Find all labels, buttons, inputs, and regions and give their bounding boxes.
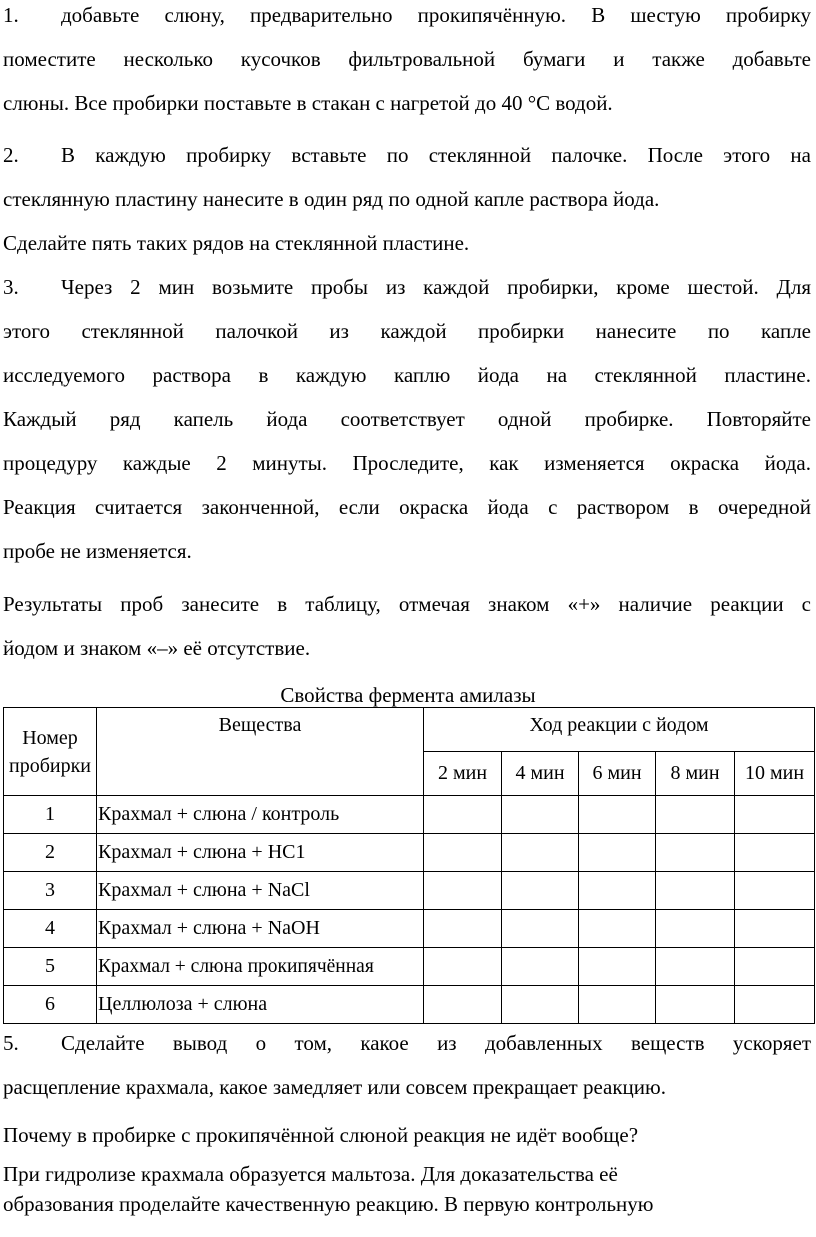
item-number: 2. <box>3 143 19 167</box>
result-cell <box>579 910 656 948</box>
result-cell <box>735 796 815 834</box>
result-cell <box>656 986 735 1024</box>
closing-line-1: При гидролизе крахмала образуется мальтоза. Для доказательства её <box>3 1162 618 1186</box>
paragraph-3-line-4: Каждый ряд капель йода соответствует одной пробирке. Повторяйте <box>3 407 811 431</box>
row-number: 1 <box>4 796 97 834</box>
header-reaction: Ход реакции с йодом <box>424 708 815 752</box>
row-substance: Крахмал + слюна + NaCl <box>97 872 424 910</box>
paragraph-5-line-2: расщепление крахмала, какое замедляет или совсем прекращает реакцию. <box>3 1075 666 1099</box>
result-cell <box>502 948 579 986</box>
result-cell <box>735 834 815 872</box>
result-cell <box>656 872 735 910</box>
question-line: Почему в пробирке с прокипячённой слюной реакция не идёт вообще? <box>3 1123 639 1147</box>
table-row <box>4 834 815 872</box>
result-cell <box>424 948 502 986</box>
row-number: 5 <box>4 948 97 986</box>
result-cell <box>502 986 579 1024</box>
result-cell <box>579 986 656 1024</box>
result-cell <box>579 948 656 986</box>
table-title: Свойства фермента амилазы <box>280 683 536 707</box>
result-cell <box>656 834 735 872</box>
result-cell <box>424 796 502 834</box>
result-cell <box>656 948 735 986</box>
paragraph-1-line-3: слюны. Все пробирки поставьте в стакан с нагретой до 40 °С водой. <box>3 91 613 115</box>
row-substance: Целлюлоза + слюна <box>97 986 424 1024</box>
header-time: 6 мин <box>579 752 656 796</box>
header-time: 2 мин <box>424 752 502 796</box>
result-cell <box>502 796 579 834</box>
row-number: 4 <box>4 910 97 948</box>
result-cell <box>502 872 579 910</box>
header-time: 4 мин <box>502 752 579 796</box>
header-time: 10 мин <box>735 752 815 796</box>
paragraph-4-line-2: йодом и знаком «–» её отсутствие. <box>3 636 311 660</box>
result-cell <box>424 872 502 910</box>
result-cell <box>579 796 656 834</box>
result-cell <box>735 910 815 948</box>
header-tube-number: Номер пробирки <box>4 708 97 796</box>
result-cell <box>424 986 502 1024</box>
result-cell <box>579 872 656 910</box>
header-substances: Вещества <box>97 708 424 796</box>
row-substance: Крахмал + слюна + NaOH <box>97 910 424 948</box>
row-substance: Крахмал + слюна прокипячённая <box>97 948 424 986</box>
table-row <box>4 986 815 1024</box>
paragraph-2-line-1: 2. В каждую пробирку вставьте по стеклянной палочке. После этого на <box>3 143 811 167</box>
result-cell <box>656 910 735 948</box>
table-row <box>4 910 815 948</box>
paragraph-3-line-1: 3. Через 2 мин возьмите пробы из каждой пробирки, кроме шестой. Для <box>3 275 811 299</box>
paragraph-3-line-7: пробе не изменяется. <box>3 539 192 563</box>
result-cell <box>579 834 656 872</box>
header-time: 8 мин <box>656 752 735 796</box>
row-number: 3 <box>4 872 97 910</box>
paragraph-1-line-1: 1. добавьте слюну, предварительно прокипячённую. В шестую пробирку <box>3 3 811 27</box>
result-cell <box>502 834 579 872</box>
result-cell <box>502 910 579 948</box>
paragraph-3-line-2: этого стеклянной палочкой из каждой пробирки нанесите по капле <box>3 319 811 343</box>
result-cell <box>735 872 815 910</box>
table-row <box>4 872 815 910</box>
result-cell <box>424 910 502 948</box>
closing-line-2: образования проделайте качественную реакцию. В первую контрольную <box>3 1192 654 1216</box>
result-cell <box>735 986 815 1024</box>
paragraph-5-line-1: 5. Сделайте вывод о том, какое из добавленных веществ ускоряет <box>3 1031 811 1055</box>
paragraph-3-line-6: Реакция считается законченной, если окраска йода с раствором в очередной <box>3 495 811 519</box>
item-number: 5. <box>3 1031 19 1055</box>
row-substance: Крахмал + слюна / контроль <box>97 796 424 834</box>
result-cell <box>735 948 815 986</box>
row-number: 6 <box>4 986 97 1024</box>
row-number: 2 <box>4 834 97 872</box>
table-row <box>4 796 815 834</box>
paragraph-1-line-2: поместите несколько кусочков фильтровальной бумаги и также добавьте <box>3 47 811 71</box>
table-row <box>4 948 815 986</box>
paragraph-3-line-3: исследуемого раствора в каждую каплю йода на стеклянной пластине. <box>3 363 811 387</box>
result-cell <box>656 796 735 834</box>
paragraph-2-line-3: Сделайте пять таких рядов на стеклянной пластине. <box>3 231 470 255</box>
paragraph-2-line-2: стеклянную пластину нанесите в один ряд по одной капле раствора йода. <box>3 187 660 211</box>
result-cell <box>424 834 502 872</box>
paragraph-3-line-5: процедуру каждые 2 минуты. Проследите, как изменяется окраска йода. <box>3 451 811 475</box>
item-number: 1. <box>3 3 19 27</box>
item-number: 3. <box>3 275 19 299</box>
paragraph-4-line-1: Результаты проб занесите в таблицу, отмечая знаком «+» наличие реакции с <box>3 592 811 616</box>
row-substance: Крахмал + слюна + НС1 <box>97 834 424 872</box>
amylase-table <box>3 707 815 1024</box>
